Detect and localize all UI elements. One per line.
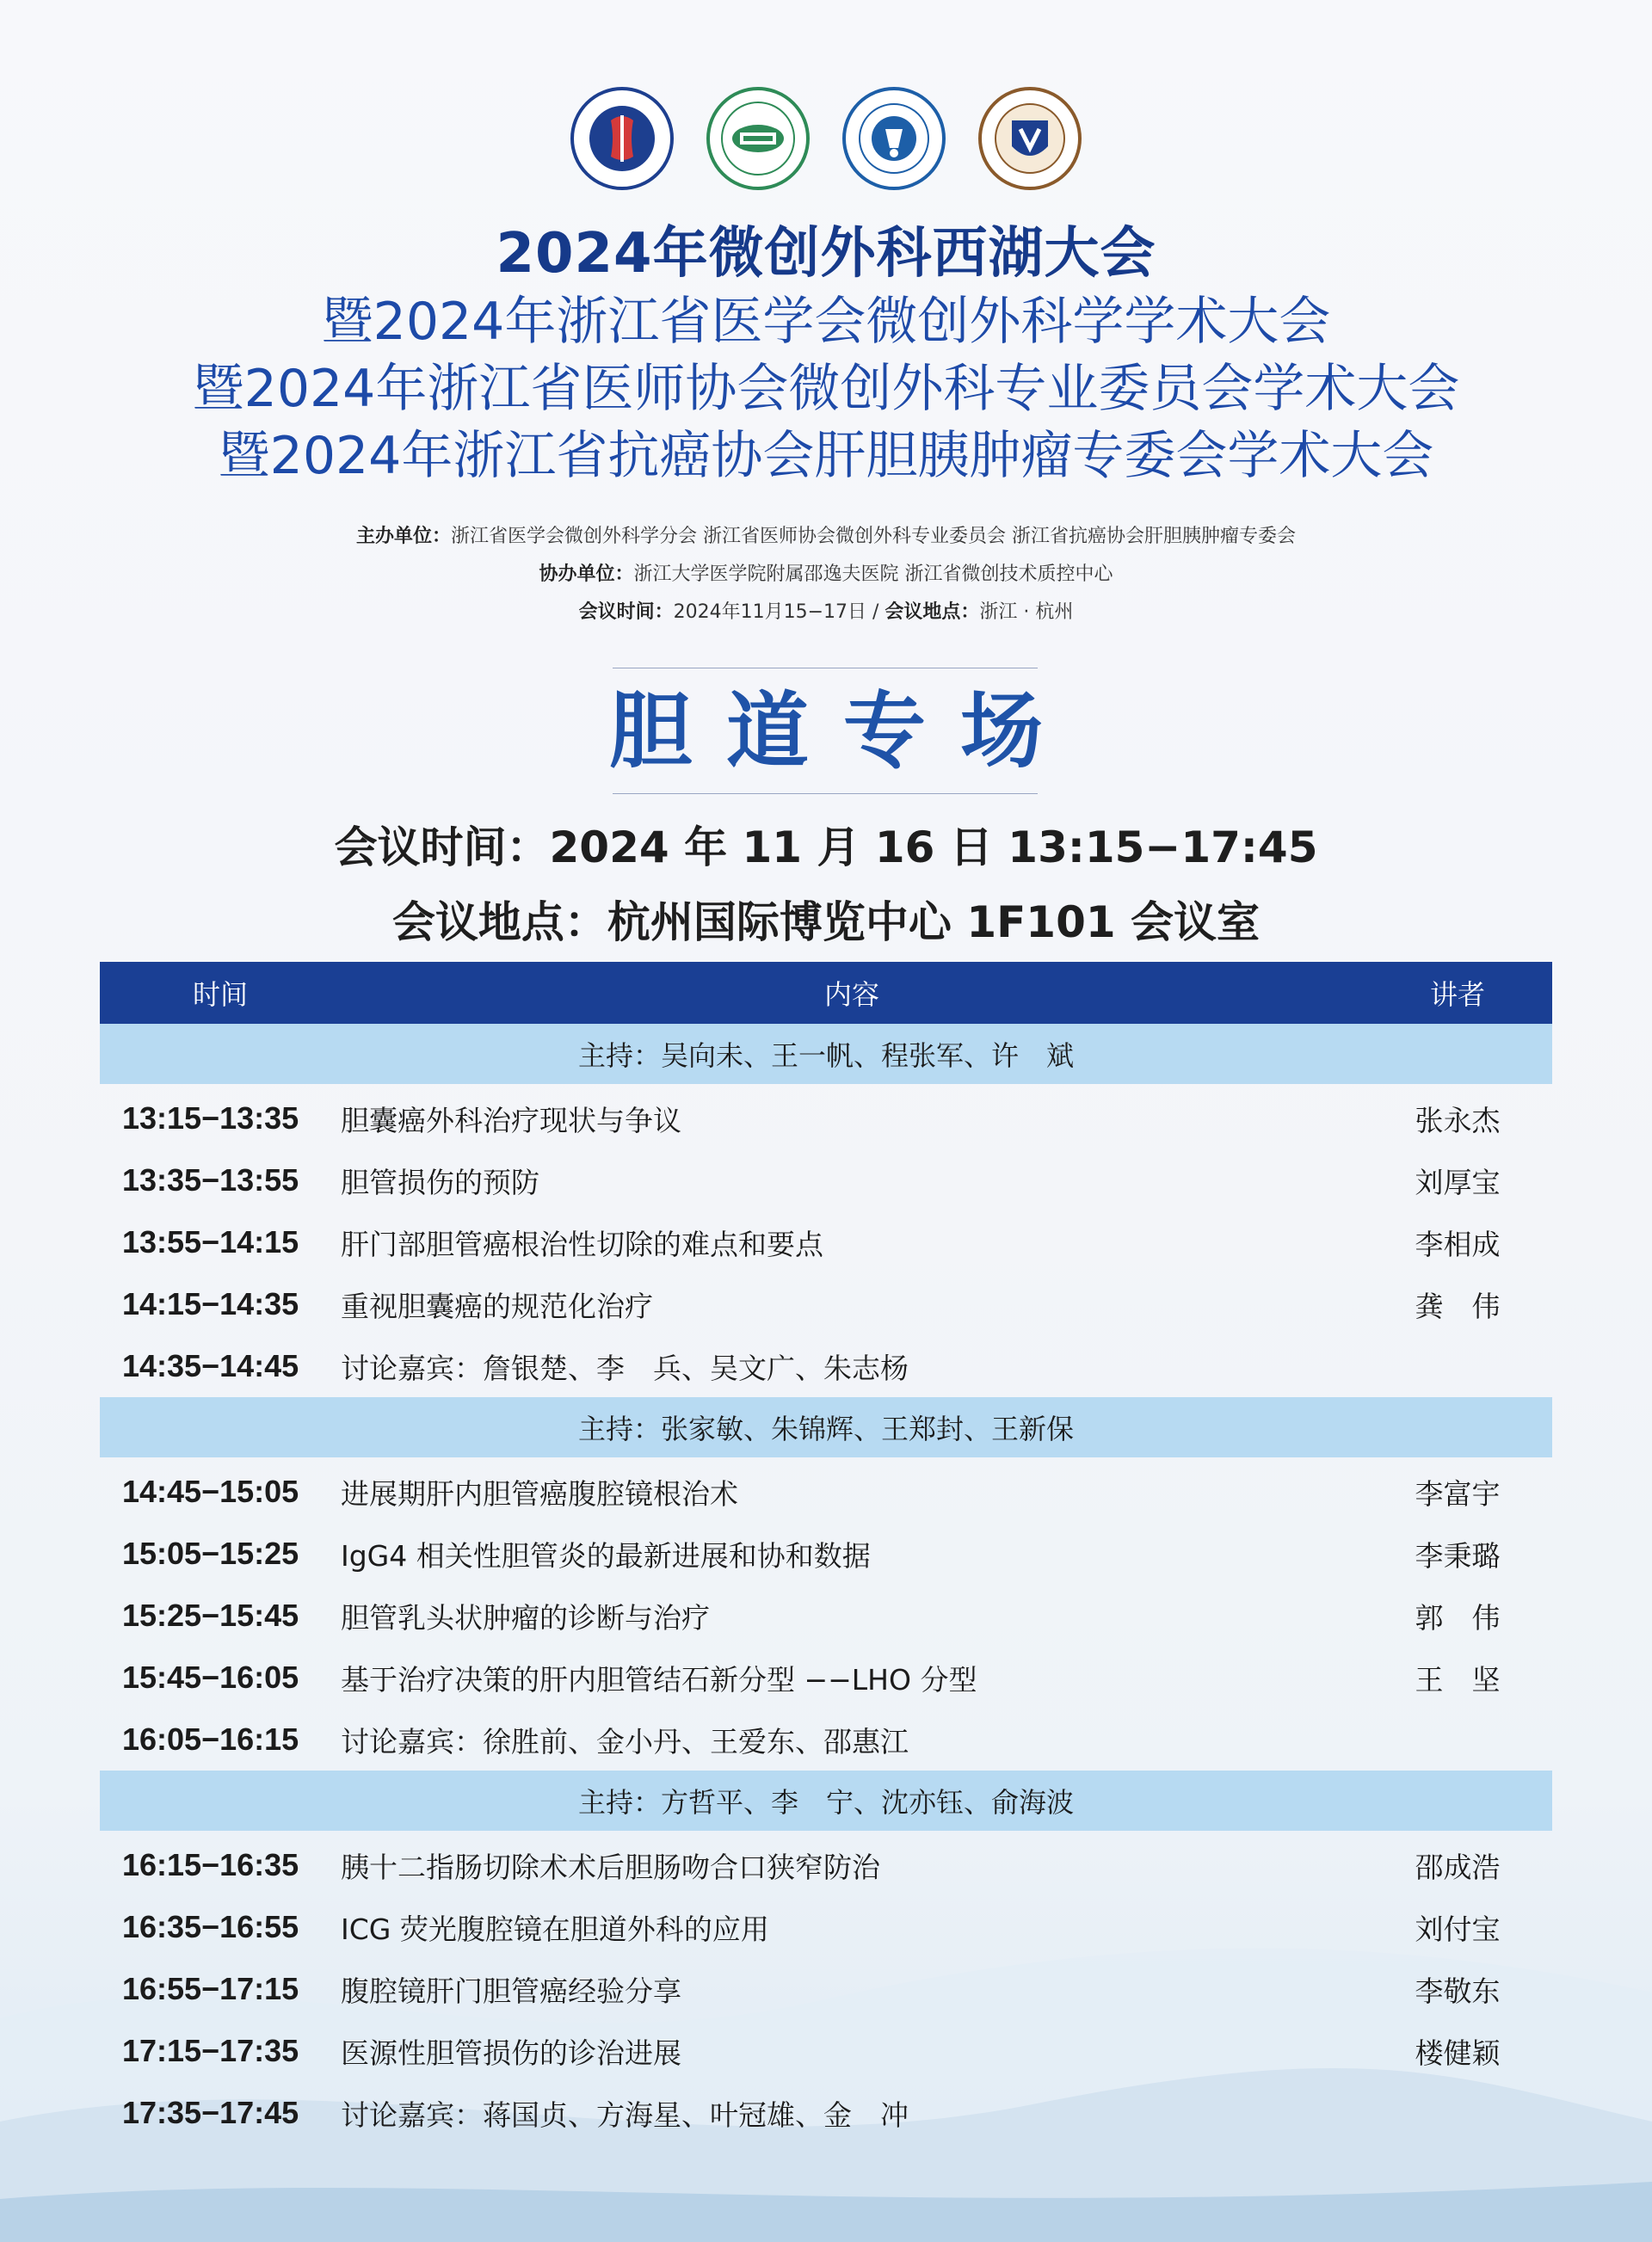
meeting-place: 会议地点：杭州国际博览中心 1F101 会议室 [391, 897, 1261, 947]
topic-cell: 医源性胆管损伤的诊治进展 [341, 2036, 681, 2070]
topic-cell: 胆管乳头状肿瘤的诊断与治疗 [341, 1600, 710, 1635]
time-cell: 16:55−17:15 [122, 1971, 299, 2006]
schedule-row [100, 1087, 1552, 1149]
session-host-row: 主持：张家敏、朱锦辉、王郑封、王新保 [100, 1397, 1552, 1457]
topic-cell: 肝门部胆管癌根治性切除的难点和要点 [341, 1227, 823, 1261]
co-host-label: 协办单位： [539, 564, 634, 585]
time-cell: 15:05−15:25 [122, 1536, 299, 1571]
session-host-row: 主持：方哲平、李 宁、沈亦钰、俞海波 [100, 1771, 1552, 1831]
time-cell: 13:35−13:55 [122, 1162, 299, 1198]
schedule-row [100, 1273, 1552, 1335]
speaker-cell: 刘付宝 [1415, 1912, 1501, 1946]
topic-cell: 讨论嘉宾：詹银楚、李 兵、吴文广、朱志杨 [341, 1351, 909, 1385]
topic-cell: 胆管损伤的预防 [341, 1165, 539, 1199]
speaker-cell: 邵成浩 [1415, 1850, 1501, 1884]
topic-cell: 进展期肝内胆管癌腹腔镜根治术 [341, 1476, 738, 1511]
schedule-row [100, 2020, 1552, 2082]
time-cell: 16:05−16:15 [122, 1722, 299, 1757]
host-row [0, 518, 1652, 556]
host-label: 主办单位： [355, 526, 451, 547]
session-host-row: 主持：吴向未、王一帆、程张军、许 斌 [100, 1024, 1552, 1084]
topic-cell: 讨论嘉宾：徐胜前、金小丹、王爱东、邵惠江 [341, 1724, 909, 1758]
cmda-logo [706, 86, 811, 191]
speaker-cell: 刘厚宝 [1415, 1165, 1501, 1199]
schedule-row [100, 1149, 1552, 1211]
schedule-row [100, 1335, 1552, 1397]
time-cell: 15:45−16:05 [122, 1660, 299, 1695]
organizer-info [0, 518, 1652, 631]
speaker-cell: 楼健颖 [1415, 2036, 1501, 2070]
shaw-hospital-logo [977, 86, 1082, 191]
schedule-row [100, 2082, 1552, 2144]
speaker-cell: 龚 伟 [1415, 1289, 1501, 1323]
topic-cell: 胆囊癌外科治疗现状与争议 [341, 1103, 681, 1137]
time-cell: 13:55−14:15 [122, 1224, 299, 1260]
speaker-cell: 李敬东 [1415, 1974, 1501, 2008]
date-label: 会议时间： [578, 601, 674, 623]
time-cell: 17:15−17:35 [122, 2033, 299, 2068]
header-speaker: 讲者 [1429, 978, 1485, 1011]
sub-title-2: 暨2024年浙江省医师协会微创外科专业委员会学术大会 [192, 359, 1460, 419]
speaker-cell: 王 坚 [1415, 1662, 1501, 1697]
conference-titles [0, 219, 1652, 490]
schedule-row [100, 1896, 1552, 1958]
schedule-table [100, 962, 1552, 2144]
time-cell: 15:25−15:45 [122, 1598, 299, 1633]
place-label: 会议地点： [885, 601, 980, 623]
topic-cell: 重视胆囊癌的规范化治疗 [341, 1289, 653, 1323]
meeting-time: 会议时间：2024 年 11 月 16 日 13:15−17:45 [334, 822, 1318, 872]
speaker-cell: 李秉璐 [1415, 1538, 1501, 1573]
topic-cell: IgG4 相关性胆管炎的最新进展和协和数据 [341, 1538, 871, 1573]
anticancer-association-logo [841, 86, 946, 191]
section-title: 胆道专场 [609, 683, 1077, 779]
co-host-row [0, 556, 1652, 594]
main-title: 2024年微创外科西湖大会 [496, 222, 1156, 286]
time-cell: 16:15−16:35 [122, 1847, 299, 1882]
topic-cell: 基于治疗决策的肝内胆管结石新分型 −−LHO 分型 [341, 1662, 977, 1697]
time-cell: 13:15−13:35 [122, 1100, 299, 1136]
logo-row [0, 86, 1652, 191]
topic-cell: 胰十二指肠切除术术后胆肠吻合口狭窄防治 [341, 1850, 880, 1884]
schedule-row [100, 1461, 1552, 1523]
divider-bottom [613, 793, 1038, 794]
speaker-cell: 郭 伟 [1415, 1600, 1501, 1635]
schedule-body [100, 1024, 1552, 2144]
zhejiang-medical-association-logo [570, 86, 675, 191]
header-content: 内容 [823, 978, 879, 1011]
time-cell: 17:35−17:45 [122, 2095, 299, 2130]
topic-cell: 腹腔镜肝门胆管癌经验分享 [341, 1974, 681, 2008]
time-cell: 14:15−14:35 [122, 1286, 299, 1321]
speaker-cell: 李富宇 [1415, 1476, 1501, 1511]
date-value: 2024年11月15−17日 / [673, 601, 885, 623]
sub-title-1: 暨2024年浙江省医学会微创外科学学术大会 [321, 292, 1331, 352]
speaker-cell: 李相成 [1415, 1227, 1501, 1261]
schedule-row [100, 1958, 1552, 2020]
schedule-row [100, 1709, 1552, 1771]
schedule-row [100, 1647, 1552, 1709]
schedule-row [100, 1523, 1552, 1585]
speaker-cell: 张永杰 [1415, 1103, 1501, 1137]
header-time: 时间 [192, 978, 248, 1011]
time-cell: 14:45−15:05 [122, 1474, 299, 1509]
table-header [100, 962, 1552, 1024]
topic-cell: 讨论嘉宾：蒋国贞、方海星、叶冠雄、金 冲 [341, 2097, 909, 2132]
place-value: 浙江 · 杭州 [979, 601, 1074, 623]
schedule-row [100, 1834, 1552, 1896]
schedule-row [100, 1585, 1552, 1647]
time-cell: 14:35−14:45 [122, 1348, 299, 1383]
schedule-row [100, 1211, 1552, 1273]
sub-title-3: 暨2024年浙江省抗癌协会肝胆胰肿瘤专委会学术大会 [218, 426, 1434, 486]
date-place-row [0, 594, 1652, 631]
topic-cell: ICG 荧光腹腔镜在胆道外科的应用 [341, 1912, 769, 1946]
co-host-value: 浙江大学医学院附属邵逸夫医院 浙江省微创技术质控中心 [633, 564, 1113, 585]
host-value: 浙江省医学会微创外科学分会 浙江省医师协会微创外科专业委员会 浙江省抗癌协会肝胆胰肿瘤专委会 [451, 526, 1296, 547]
time-cell: 16:35−16:55 [122, 1909, 299, 1944]
